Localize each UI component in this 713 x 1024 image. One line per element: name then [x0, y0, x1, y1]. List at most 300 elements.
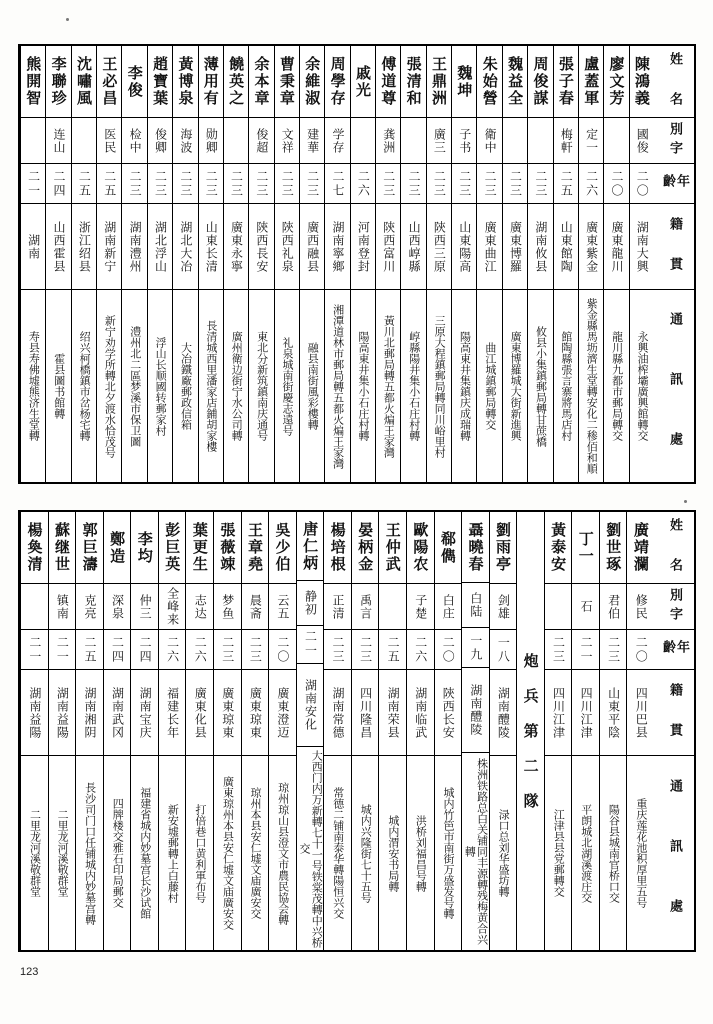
unit-label-column: [516, 512, 544, 950]
person-age-text: 二六: [165, 635, 180, 664]
roster-column: [599, 512, 627, 950]
person-address-text: 城内竹笆市南街万盛发号轉: [441, 787, 455, 919]
person-age: [325, 164, 349, 204]
person-age: [214, 630, 241, 670]
person-address: [627, 756, 654, 950]
person-name: [554, 46, 578, 118]
person-name: [76, 512, 103, 584]
person-native-place: [72, 204, 96, 290]
person-name: [490, 512, 517, 584]
person-native-place-text: 山西霍县: [52, 220, 67, 273]
person-age-text: 二六: [413, 635, 428, 664]
person-native-place-text: 湖南大興: [635, 220, 650, 273]
person-age: [600, 630, 627, 670]
roster-column: [426, 46, 451, 482]
person-native-place-text: 廣東永寧: [229, 220, 244, 273]
person-address-text: 城内渭安书局轉: [386, 814, 400, 892]
header-name: [654, 512, 694, 584]
person-age: [300, 164, 324, 204]
person-alias: [148, 118, 172, 164]
person-age-text: 一九: [468, 633, 483, 662]
person-alias: [401, 118, 425, 164]
person-age-text: 二三: [432, 169, 447, 198]
person-alias: [407, 584, 434, 630]
person-native-place: [477, 204, 501, 290]
person-name: [528, 46, 552, 118]
person-address: [21, 756, 48, 950]
person-age: [401, 164, 425, 204]
person-address-text: 平朗城北湖溪渡庄交: [579, 803, 593, 903]
person-address-text: 重庆莲花池积厚里五号: [634, 798, 648, 908]
person-native-place-text: 湖南宝庆: [138, 686, 153, 739]
roster-table-top: [18, 44, 696, 484]
person-address-text: 龍川縣九都市郵局轉交: [610, 331, 624, 441]
person-alias: [545, 584, 572, 630]
person-native-place-text: 廣東紫金: [584, 220, 599, 273]
person-address-text: 攸县小集鎮郵局轉甘蔗橋: [534, 325, 548, 447]
person-native-place: [630, 204, 654, 290]
person-age-text: 二五: [82, 635, 97, 664]
person-native-place: [300, 204, 324, 290]
person-name: [148, 46, 172, 118]
person-alias-text: 深泉: [110, 593, 125, 620]
person-alias-text: 衛中: [483, 127, 498, 154]
roster-column: [172, 46, 197, 482]
person-alias: [122, 118, 146, 164]
person-native-place-text: 廣東龍川: [609, 220, 624, 273]
person-alias-text: 检中: [128, 127, 143, 154]
person-name-text: 李聯珍: [49, 56, 68, 107]
header-native: [654, 670, 694, 756]
person-name: [545, 512, 572, 584]
person-age: [199, 164, 223, 204]
person-age-text: 二三: [153, 169, 168, 198]
person-alias: [435, 584, 462, 630]
person-native-place-text: 湖南常德: [331, 686, 345, 739]
person-address: [376, 290, 400, 482]
roster-column: [223, 46, 248, 482]
roster-column: [71, 46, 96, 482]
person-address: [76, 756, 103, 950]
person-native-place-text: 廣東曲江: [483, 220, 498, 273]
person-native-place: [352, 670, 379, 756]
person-address-text: 陽谷县城南官桥口交: [607, 803, 621, 903]
header-address-text: 通 訊 處: [667, 311, 683, 461]
header-alias-text: 別字: [667, 121, 683, 160]
person-native-place: [462, 668, 489, 753]
person-address: [435, 756, 462, 950]
roster-column: [323, 512, 351, 950]
person-age: [173, 164, 197, 204]
person-native-place-text: 湖北大冶: [178, 220, 193, 273]
person-address: [630, 290, 654, 482]
person-alias: [427, 118, 451, 164]
roster-column: [476, 46, 501, 482]
person-alias: [76, 584, 103, 630]
roster-column: [350, 46, 375, 482]
person-address: [46, 290, 70, 482]
person-age-text: 二〇: [275, 635, 290, 664]
person-age: [528, 164, 552, 204]
person-native-place-text: 四川巴县: [634, 686, 649, 739]
roster-column: [185, 512, 213, 950]
header-native-text: 籍 貫: [667, 217, 683, 276]
roster-column: [48, 512, 76, 950]
person-native-place: [528, 204, 552, 290]
person-age-text: 二一: [27, 635, 42, 664]
person-address: [572, 756, 599, 950]
person-name-text: 陳鴻義: [632, 56, 651, 107]
person-age-text: 二一: [579, 635, 594, 664]
person-native-place: [122, 204, 146, 290]
person-age: [435, 630, 462, 670]
person-native-place-text: 山東平陰: [606, 686, 621, 739]
roster-column: [629, 46, 654, 482]
person-alias-text: 海波: [178, 127, 193, 154]
person-age-text: 二三: [128, 169, 143, 198]
person-alias: [325, 118, 349, 164]
person-address-text: 曲江城鎮郵局轉交: [483, 342, 497, 430]
person-alias: [554, 118, 578, 164]
person-age-text: 二三: [551, 635, 566, 664]
person-native-place-text: 湖南安化: [303, 679, 318, 732]
person-age: [148, 164, 172, 204]
person-name: [600, 512, 627, 584]
person-native-place-text: 廣東澄迈: [275, 686, 290, 739]
person-name-text: 葉更生: [190, 522, 209, 573]
person-name-text: 黃博泉: [176, 56, 195, 107]
person-alias-text: 静初: [303, 590, 318, 617]
person-name: [214, 512, 241, 584]
person-name: [97, 46, 121, 118]
person-address: [186, 756, 213, 950]
person-address: [427, 290, 451, 482]
roster-column: [378, 512, 406, 950]
person-address: [214, 756, 241, 950]
person-native-place-text: 湖南醴陵: [468, 683, 483, 736]
person-address-text: 大西门内万新轉七十一号铁棠茂轉中兴桥交: [297, 749, 324, 948]
person-alias-text: 俊超: [254, 127, 269, 154]
roster-column: [75, 512, 103, 950]
person-alias-text: 全峰来: [165, 587, 180, 626]
person-age: [186, 630, 213, 670]
person-address-text: 霍县圖书館轉: [52, 353, 66, 419]
person-age-text: 二六: [356, 169, 371, 198]
person-address-text: 廣東琼州本县安仁墟文庙廣安交: [221, 776, 235, 930]
roster-column: [527, 46, 552, 482]
person-alias-text: 剑雄: [496, 593, 511, 620]
person-name: [104, 512, 131, 584]
person-native-place: [159, 670, 186, 756]
roster-column: [406, 512, 434, 950]
header-alias-text: 別字: [667, 587, 683, 626]
person-alias: [173, 118, 197, 164]
person-alias-text: 廣三: [432, 127, 447, 154]
person-name: [627, 512, 654, 584]
person-name: [131, 512, 158, 584]
roster-column: [375, 46, 400, 482]
person-address: [452, 290, 476, 482]
person-address: [122, 290, 146, 482]
person-native-place: [579, 204, 603, 290]
header-name: [654, 46, 694, 118]
person-native-place-text: 陝西长安: [441, 686, 456, 739]
person-name: [297, 512, 324, 581]
roster-column: [241, 512, 269, 950]
person-age-text: 二三: [229, 169, 244, 198]
person-name: [159, 512, 186, 584]
person-address-text: 浮山长顺國转郵家村: [154, 336, 168, 436]
person-name-text: 曹秉章: [277, 56, 296, 107]
person-alias-text: 修民: [634, 593, 649, 620]
header-age-text: 年齡: [660, 640, 690, 659]
person-address-text: 黃川北郵局轉五都火煸王家灣: [382, 314, 396, 458]
person-address: [224, 290, 248, 482]
person-alias-text: 白陆: [468, 592, 483, 619]
person-name: [269, 512, 296, 584]
person-address: [104, 756, 131, 950]
person-alias-text: 云五: [275, 593, 290, 620]
person-address-text: 礼泉城南街慶志遠号: [280, 336, 294, 436]
person-age-text: 二三: [508, 169, 523, 198]
person-address-text: 永興油榨壩廣興館轉交: [635, 331, 649, 441]
person-name: [49, 512, 76, 584]
person-age-text: 二三: [358, 635, 373, 664]
person-alias: [72, 118, 96, 164]
person-alias: [376, 118, 400, 164]
person-address: [269, 756, 296, 950]
person-name-text: 唐仁炳: [301, 520, 320, 572]
roster-column: [434, 512, 462, 950]
person-alias-text: 晨斋: [248, 593, 263, 620]
person-name-text: 廖文芳: [607, 56, 626, 107]
person-address-text: 融县南街風彩樓轉: [306, 342, 320, 430]
header-age: [654, 164, 694, 204]
person-address-text: 琼州琼山县澄文市農民協会轉: [276, 781, 290, 925]
person-age-text: 二七: [330, 169, 345, 198]
person-alias-text: 连山: [52, 127, 67, 154]
roster-column: [299, 46, 324, 482]
person-name-text: 張薇竦: [218, 522, 237, 573]
person-age: [427, 164, 451, 204]
person-alias: [572, 584, 599, 630]
roster-column: [351, 512, 379, 950]
person-age-text: 二三: [254, 169, 269, 198]
person-name: [352, 512, 379, 584]
person-age: [104, 630, 131, 670]
person-alias: [131, 584, 158, 630]
person-age-text: 二四: [52, 169, 67, 198]
person-age-text: 二三: [178, 169, 193, 198]
person-name: [407, 512, 434, 584]
person-name: [72, 46, 96, 118]
person-address: [49, 756, 76, 950]
person-name-text: 周學存: [328, 56, 347, 107]
person-age: [46, 164, 70, 204]
person-age: [76, 630, 103, 670]
person-address: [199, 290, 223, 482]
person-native-place-text: 四川隆昌: [358, 686, 373, 739]
person-alias-text: 梅軒: [559, 127, 574, 154]
person-native-place-text: 陝西富川: [381, 220, 396, 273]
person-alias: [627, 584, 654, 630]
person-age: [269, 630, 296, 670]
person-age: [97, 164, 121, 204]
roster-column: [296, 512, 324, 950]
person-age-text: 二三: [483, 169, 498, 198]
person-alias: [275, 118, 299, 164]
person-address: [462, 753, 489, 950]
person-address-text: 館陶縣張言寨將馬店村: [559, 331, 573, 441]
person-address-text: 株洲铁路总白关铺同丰源轉残梅黄合兴轉: [463, 757, 489, 945]
person-native-place: [379, 670, 406, 756]
person-native-place: [49, 670, 76, 756]
person-name: [324, 512, 351, 584]
person-native-place-text: 湖南武冈: [110, 686, 125, 739]
person-age-text: 二三: [220, 635, 235, 664]
person-alias-text: 龚洲: [381, 127, 396, 154]
header-name-text: 姓 名: [667, 518, 683, 577]
person-native-place-text: 湖南益陽: [55, 686, 70, 739]
column-headers: [654, 512, 694, 950]
person-name: [249, 46, 273, 118]
person-age-text: 二三: [280, 169, 295, 198]
person-address-text: 長沙司门口任铺城内妙墓宫轉: [83, 781, 97, 925]
person-alias-text: 医民: [102, 127, 117, 154]
person-native-place-text: 陝西三原: [432, 220, 447, 273]
person-name-text: 丁一: [576, 530, 595, 565]
person-age: [545, 630, 572, 670]
person-address-text: 四牌楼交雅石印局郵交: [111, 798, 125, 908]
person-alias-text: 志达: [193, 593, 208, 620]
roster-column: [451, 46, 476, 482]
roster-column: [130, 512, 158, 950]
person-name-text: 劉世琢: [604, 522, 623, 573]
person-address: [324, 756, 351, 950]
person-address-text: 陽高東井集小石庄村轉: [357, 331, 371, 441]
unit-label: [517, 512, 544, 950]
person-address-text: 紫金縣馬坜濟生堂轉安化二䅟佰和順: [585, 298, 599, 474]
person-native-place: [186, 670, 213, 756]
person-native-place-text: 河南登封: [356, 220, 371, 273]
person-name-text: 聶曉春: [466, 521, 485, 573]
person-age-text: 二三: [407, 169, 422, 198]
person-alias: [503, 118, 527, 164]
person-name-text: 彭巨英: [163, 522, 182, 573]
person-name-text: 傅道尊: [379, 56, 398, 107]
person-age: [159, 630, 186, 670]
person-name: [122, 46, 146, 118]
person-native-place: [104, 670, 131, 756]
person-address: [401, 290, 425, 482]
person-name-text: 王必昌: [100, 56, 119, 107]
person-native-place-text: 廣東琼東: [248, 686, 263, 739]
person-alias: [199, 118, 223, 164]
person-name: [275, 46, 299, 118]
person-alias: [600, 584, 627, 630]
person-alias-text: 君伯: [606, 593, 621, 620]
person-address-text: 二里龙河溪敬群堂: [56, 809, 70, 897]
person-age-text: 二三: [606, 635, 621, 664]
person-name: [572, 512, 599, 584]
person-native-place-text: 四川江津: [551, 686, 566, 739]
person-address-text: 廣東博羅城大街新進興: [509, 331, 523, 441]
person-name-text: 張清和: [404, 56, 423, 107]
person-alias: [249, 118, 273, 164]
person-native-place: [435, 670, 462, 756]
roster-column: [45, 46, 70, 482]
person-address-text: 大冶鐵廠郵政信箱: [179, 342, 193, 430]
person-native-place: [242, 670, 269, 756]
person-name-text: 薄用有: [201, 56, 220, 107]
person-age: [324, 630, 351, 670]
person-address: [579, 290, 603, 482]
roster-column: [213, 512, 241, 950]
person-native-place: [199, 204, 223, 290]
person-native-place: [627, 670, 654, 756]
roster-column: [158, 512, 186, 950]
person-native-place: [427, 204, 451, 290]
roster-column: [502, 46, 527, 482]
roster-column: [121, 46, 146, 482]
person-age: [72, 164, 96, 204]
person-native-place: [401, 204, 425, 290]
person-age-text: 二一: [303, 630, 318, 659]
person-native-place: [21, 204, 45, 290]
person-native-place: [297, 664, 324, 747]
person-native-place: [503, 204, 527, 290]
person-address: [131, 756, 158, 950]
person-name: [173, 46, 197, 118]
person-address-text: 福建省城内妙墓宫长沙试館: [138, 787, 152, 919]
person-age: [224, 164, 248, 204]
person-age: [21, 630, 48, 670]
person-alias-text: 石: [579, 600, 594, 613]
person-name: [224, 46, 248, 118]
person-age-text: 二三: [533, 169, 548, 198]
person-native-place-text: 湖南临武: [413, 686, 428, 739]
person-name: [21, 46, 45, 118]
person-age: [376, 164, 400, 204]
person-native-place-text: 陝西礼泉: [280, 220, 295, 273]
person-address: [600, 756, 627, 950]
person-native-place: [452, 204, 476, 290]
person-native-place: [351, 204, 375, 290]
person-address: [242, 756, 269, 950]
person-name-text: 晏柄金: [356, 522, 375, 573]
person-native-place: [21, 670, 48, 756]
person-alias-text: 俊卿: [153, 127, 168, 154]
person-native-place: [325, 204, 349, 290]
person-native-place: [545, 670, 572, 756]
person-alias-text: 子楚: [413, 593, 428, 620]
person-address: [554, 290, 578, 482]
person-alias: [351, 118, 375, 164]
person-alias: [324, 584, 351, 630]
header-alias: [654, 584, 694, 630]
person-name-text: 沈嘯風: [75, 56, 93, 107]
person-address-text: 寿县寿佛墟熊济生堂轉: [27, 331, 41, 441]
person-alias: [49, 584, 76, 630]
person-age: [503, 164, 527, 204]
person-age-text: 二〇: [441, 635, 456, 664]
person-name-text: 余維淑: [303, 56, 322, 107]
person-name: [452, 46, 476, 118]
roster-column: [20, 512, 48, 950]
column-headers: [654, 46, 694, 482]
person-age: [490, 630, 517, 670]
person-age: [572, 630, 599, 670]
